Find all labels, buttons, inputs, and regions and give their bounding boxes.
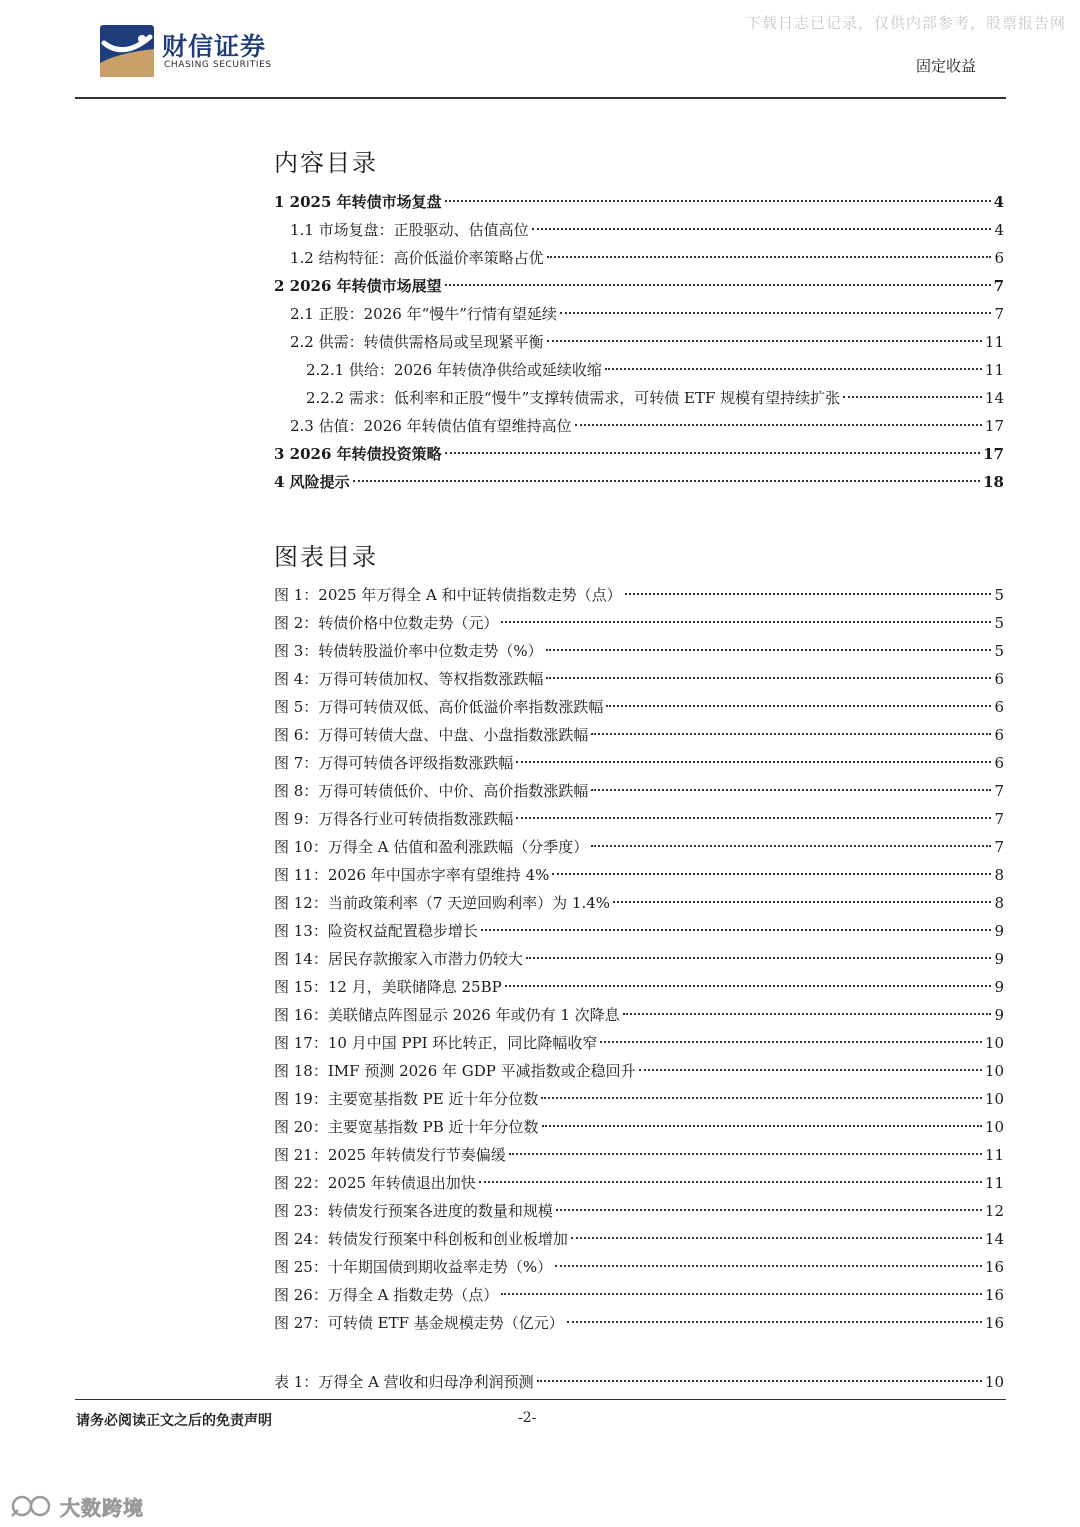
figure-entry-title: 图 19：主要宽基指数 PE 近十年分位数 [274, 1090, 539, 1108]
figure-entry[interactable] [274, 777, 1004, 805]
contents-entry[interactable] [274, 440, 1004, 468]
contents-entry-title: 2.2 供需：转债供需格局或呈现紧平衡 [290, 333, 544, 351]
figure-entry-page: 5 [994, 642, 1004, 660]
contents-entry-title: 4 风险提示 [274, 473, 350, 491]
figure-entry-title: 图 8：万得可转债低价、中价、高价指数涨跌幅 [274, 782, 589, 800]
figure-entry[interactable] [274, 1281, 1004, 1309]
dot-leader [541, 1097, 981, 1099]
figure-entry-page: 7 [994, 810, 1004, 828]
contents-entry-page: 7 [994, 305, 1004, 323]
figure-entry-title: 图 24：转债发行预案中科创板和创业板增加 [274, 1230, 568, 1248]
top-watermark: 下载日志已记录，仅供内部参考，股票报告网 [745, 14, 1066, 32]
dot-leader [606, 705, 991, 707]
figure-entry-page: 7 [994, 838, 1004, 856]
figure-entry-title: 图 1：2025 年万得全 A 和中证转债指数走势（点） [274, 586, 622, 604]
figure-entry[interactable] [274, 1253, 1004, 1281]
figure-entry-title: 图 10：万得全 A 估值和盈利涨跌幅（分季度） [274, 838, 589, 856]
contents-entry-page: 14 [984, 389, 1004, 407]
figure-entry-page: 6 [994, 698, 1004, 716]
dot-leader [516, 761, 991, 763]
figure-entry-page: 6 [994, 670, 1004, 688]
dot-leader [547, 340, 982, 342]
contents-entry-page: 11 [984, 361, 1004, 379]
figure-entry[interactable] [274, 1029, 1004, 1057]
contents-entry-title: 1 2025 年转债市场复盘 [274, 193, 442, 211]
figure-entry-title: 图 17：10 月中国 PPI 环比转正，同比降幅收窄 [274, 1034, 598, 1052]
figures-title: 图表目录 [274, 543, 378, 571]
contents-entry-title: 2.2.1 供给：2026 年转债净供给或延续收缩 [306, 361, 602, 379]
table-entry[interactable] [274, 1368, 1004, 1396]
figure-entry[interactable] [274, 1225, 1004, 1253]
contents-entry[interactable] [274, 272, 1004, 300]
figure-entry[interactable] [274, 693, 1004, 721]
figure-entry-title: 图 5：万得可转债双低、高价低溢价率指数涨跌幅 [274, 698, 604, 716]
contents-entry-page: 17 [984, 417, 1004, 435]
figures-list [274, 581, 1004, 1337]
figure-entry[interactable] [274, 581, 1004, 609]
figure-entry[interactable] [274, 1085, 1004, 1113]
footer-divider [75, 1399, 1006, 1400]
figure-entry[interactable] [274, 1113, 1004, 1141]
contents-list [274, 188, 1004, 496]
dot-leader [526, 957, 992, 959]
figure-entry-title: 图 13：险资权益配置稳步增长 [274, 922, 478, 940]
dot-leader [613, 901, 991, 903]
figure-entry-title: 图 15：12 月，美联储降息 25BP [274, 978, 502, 996]
figure-entry-page: 10 [984, 1118, 1004, 1136]
contents-entry[interactable] [274, 244, 1004, 272]
logo-chinese-name: 财信证券 [162, 32, 267, 61]
figure-entry-title: 图 9：万得各行业可转债指数涨跌幅 [274, 810, 514, 828]
watermark-text: 大数跨境 [60, 1496, 144, 1520]
figure-entry[interactable] [274, 1197, 1004, 1225]
dot-leader [605, 368, 982, 370]
watermark-logo-icon [10, 1492, 56, 1520]
figure-entry[interactable] [274, 1309, 1004, 1337]
dot-leader [481, 929, 992, 931]
page-number: -2- [518, 1410, 537, 1426]
contents-entry[interactable] [274, 188, 1004, 216]
figure-entry-page: 14 [984, 1230, 1004, 1248]
table-entry-title: 表 1：万得全 A 营收和归母净利润预测 [274, 1373, 534, 1391]
dot-leader [532, 228, 992, 230]
dot-leader [591, 845, 991, 847]
figure-entry-page: 16 [984, 1314, 1004, 1332]
figure-entry-title: 图 16：美联储点阵图显示 2026 年或仍有 1 次降息 [274, 1006, 620, 1024]
figure-entry-page: 16 [984, 1258, 1004, 1276]
footer-disclaimer: 请务必阅读正文之后的免责声明 [76, 1413, 272, 1429]
dot-leader [560, 312, 992, 314]
figure-entry-page: 10 [984, 1090, 1004, 1108]
dot-leader [546, 649, 992, 651]
dot-leader [571, 1237, 982, 1239]
dot-leader [479, 1181, 982, 1183]
figure-entry-title: 图 14：居民存款搬家入市潜力仍较大 [274, 950, 523, 968]
figure-entry[interactable] [274, 889, 1004, 917]
dot-leader [556, 1209, 982, 1211]
figure-entry[interactable] [274, 861, 1004, 889]
dot-leader [600, 1041, 982, 1043]
figure-entry[interactable] [274, 721, 1004, 749]
dot-leader [445, 284, 991, 286]
figure-entry[interactable] [274, 973, 1004, 1001]
figure-entry-page: 7 [994, 782, 1004, 800]
figure-entry-page: 11 [984, 1146, 1004, 1164]
dot-leader [537, 1380, 982, 1382]
dot-leader [843, 396, 982, 398]
contents-entry-title: 2.3 估值：2026 年转债估值有望维持高位 [290, 417, 572, 435]
dot-leader [547, 256, 992, 258]
figure-entry-title: 图 12：当前政策利率（7 天逆回购利率）为 1.4% [274, 894, 611, 912]
company-logo [98, 23, 288, 81]
figure-entry-page: 9 [994, 950, 1004, 968]
figure-entry-page: 9 [994, 1006, 1004, 1024]
figure-entry[interactable] [274, 917, 1004, 945]
dot-leader [509, 1153, 982, 1155]
dot-leader [542, 1125, 982, 1127]
contents-entry-page: 7 [993, 277, 1004, 295]
dot-leader [501, 1293, 982, 1295]
table-entry-page: 10 [984, 1373, 1004, 1391]
figure-entry-page: 11 [984, 1174, 1004, 1192]
figure-entry-page: 8 [994, 866, 1004, 884]
dot-leader [591, 789, 991, 791]
report-category: 固定收益 [916, 57, 977, 75]
contents-entry[interactable] [274, 216, 1004, 244]
contents-entry-title: 2.2.2 需求：低利率和正股“慢牛”支撑转债需求，可转债 ETF 规模有望持续扩张 [306, 389, 841, 407]
figure-entry[interactable] [274, 1001, 1004, 1029]
dot-leader [625, 593, 992, 595]
figure-entry-page: 5 [994, 586, 1004, 604]
figure-entry-page: 10 [984, 1062, 1004, 1080]
contents-entry[interactable] [274, 384, 1004, 412]
contents-entry-title: 1.2 结构特征：高价低溢价率策略占优 [290, 249, 544, 267]
figure-entry-title: 图 3：转债转股溢价率中位数走势（%） [274, 642, 543, 660]
contents-entry[interactable] [274, 468, 1004, 496]
figure-entry[interactable] [274, 609, 1004, 637]
dot-leader [591, 733, 991, 735]
figure-entry-title: 图 26：万得全 A 指数走势（点） [274, 1286, 499, 1304]
figure-entry[interactable] [274, 749, 1004, 777]
contents-entry[interactable] [274, 328, 1004, 356]
figure-entry-page: 6 [994, 726, 1004, 744]
contents-entry[interactable] [274, 412, 1004, 440]
contents-entry-page: 4 [994, 221, 1004, 239]
figure-entry-title: 图 4：万得可转债加权、等权指数涨跌幅 [274, 670, 544, 688]
dot-leader [445, 452, 980, 454]
figure-entry-page: 9 [994, 978, 1004, 996]
figure-entry-title: 图 23：转债发行预案各进度的数量和规模 [274, 1202, 553, 1220]
contents-entry-title: 2 2026 年转债市场展望 [274, 277, 442, 295]
dot-leader [555, 1265, 982, 1267]
figure-entry-page: 6 [994, 754, 1004, 772]
dot-leader [516, 817, 991, 819]
dot-leader [445, 200, 991, 202]
figure-entry[interactable] [274, 833, 1004, 861]
figure-entry[interactable] [274, 1057, 1004, 1085]
figure-entry[interactable] [274, 805, 1004, 833]
figure-entry[interactable] [274, 637, 1004, 665]
figure-entry-page: 8 [994, 894, 1004, 912]
contents-entry-page: 6 [994, 249, 1004, 267]
figure-entry[interactable] [274, 665, 1004, 693]
dot-leader [639, 1069, 982, 1071]
contents-entry-title: 3 2026 年转债投资策略 [274, 445, 442, 463]
figure-entry-title: 图 7：万得可转债各评级指数涨跌幅 [274, 754, 514, 772]
figure-entry-title: 图 21：2025 年转债发行节奏偏缓 [274, 1146, 506, 1164]
dot-leader [567, 1321, 982, 1323]
dot-leader [552, 873, 991, 875]
figure-entry-page: 10 [984, 1034, 1004, 1052]
figure-entry-title: 图 27：可转债 ETF 基金规模走势（亿元） [274, 1314, 564, 1332]
figure-entry-title: 图 22：2025 年转债退出加快 [274, 1174, 476, 1192]
figure-entry-page: 16 [984, 1286, 1004, 1304]
dot-leader [501, 621, 991, 623]
figure-entry-title: 图 6：万得可转债大盘、中盘、小盘指数涨跌幅 [274, 726, 589, 744]
chasing-logo-icon [98, 23, 156, 79]
figure-entry-title: 图 20：主要宽基指数 PB 近十年分位数 [274, 1118, 539, 1136]
contents-entry[interactable] [274, 300, 1004, 328]
dot-leader [575, 424, 982, 426]
bottom-watermark [10, 1490, 150, 1522]
figure-entry-title: 图 25：十年期国债到期收益率走势（%） [274, 1258, 553, 1276]
dot-leader [505, 985, 992, 987]
figure-entry-title: 图 18：IMF 预测 2026 年 GDP 平减指数或企稳回升 [274, 1062, 636, 1080]
dot-leader [623, 1013, 992, 1015]
header-divider [75, 97, 1006, 99]
contents-entry-page: 18 [983, 473, 1004, 491]
figure-entry-page: 12 [984, 1202, 1004, 1220]
logo-english-name: CHASING SECURITIES [164, 60, 272, 70]
figure-entry[interactable] [274, 945, 1004, 973]
figure-entry[interactable] [274, 1141, 1004, 1169]
figure-entry-page: 5 [994, 614, 1004, 632]
tables-list [274, 1368, 1004, 1396]
contents-entry-page: 4 [993, 193, 1004, 211]
contents-entry[interactable] [274, 356, 1004, 384]
contents-entry-title: 1.1 市场复盘：正股驱动、估值高位 [290, 221, 529, 239]
figure-entry-title: 图 11：2026 年中国赤字率有望维持 4% [274, 866, 550, 884]
dot-leader [546, 677, 991, 679]
figure-entry[interactable] [274, 1169, 1004, 1197]
contents-entry-page: 17 [983, 445, 1004, 463]
figure-entry-page: 9 [994, 922, 1004, 940]
contents-entry-page: 11 [984, 333, 1004, 351]
figure-entry-title: 图 2：转债价格中位数走势（元） [274, 614, 499, 632]
contents-entry-title: 2.1 正股：2026 年“慢牛”行情有望延续 [290, 305, 557, 323]
dot-leader [353, 480, 980, 482]
contents-title: 内容目录 [274, 149, 378, 177]
